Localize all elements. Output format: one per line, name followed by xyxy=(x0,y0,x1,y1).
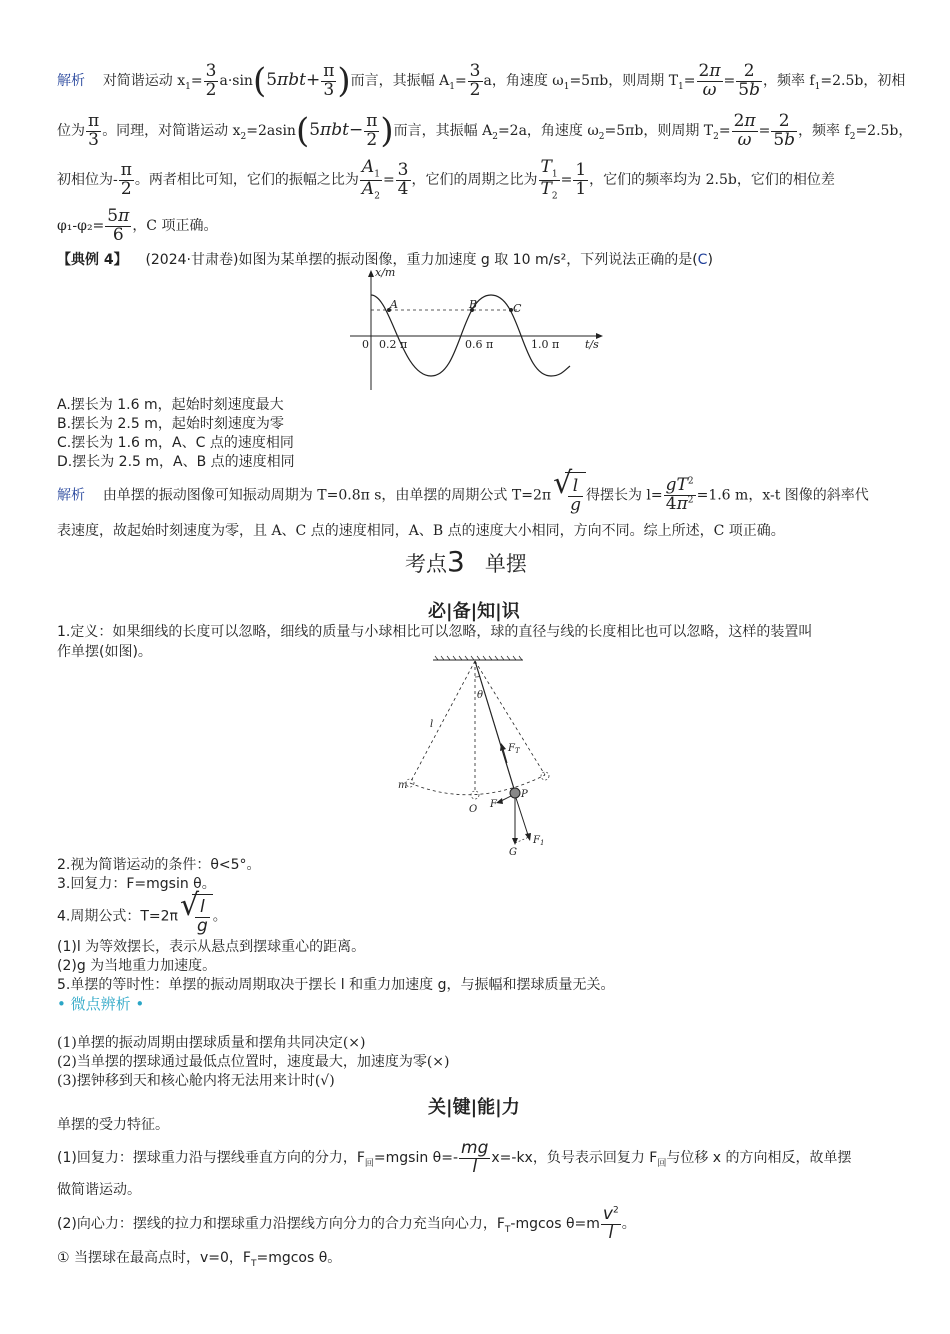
knowledge-title: 必|备|知|识 xyxy=(428,601,520,622)
text: 。两者相比可知，它们的振幅之比为 xyxy=(134,172,359,188)
sub: T xyxy=(504,1224,511,1235)
text: a·sin xyxy=(219,73,253,89)
option-c: C.摆长为 1.6 m，A、C 点的速度相同 xyxy=(57,435,294,451)
tick-label-1.0pi: 1.0 π xyxy=(531,338,560,351)
text: ，C 项正确。 xyxy=(132,218,218,234)
option-a: A.摆长为 1.6 m，起始时刻速度最大 xyxy=(57,397,284,413)
pendulum-diagram xyxy=(395,655,560,855)
example-answer: C xyxy=(697,252,708,268)
text: =2a，角速度 ω xyxy=(497,123,599,139)
analysis2-line-1: 解析 由单摆的振动图像可知振动周期为 T=0.8π s，由单摆的周期公式 T=2π √ $\frac{l}{g}$ 得摆长为 l= $\frac{gT^2}{4\pi^2}$ =1.6 m，x-t 图像的斜率代 xyxy=(57,472,869,518)
micro-analysis-heading: • 微点辨析 • xyxy=(57,995,145,1013)
tick-label-0.6pi: 0.6 π xyxy=(465,338,494,351)
analysis-line-2: 位为 $\frac{\pi}{3}$ 。同理，对简谐运动 $x_2=2asin(5\pi bt-$ $\frac{\pi}{2}$ )而言，其振幅 $A_2=2a$，角速度 $\omega_2=5\pi b$，则周期 $T_2=$ $\frac{2\pi}{\omega}$ = $\frac{2}{5b}$ ，频率 $f_2=2.5b$， xyxy=(57,110,913,151)
analysis-line-3: 初相位为- $\frac{\pi}{2}$ 。两者相比可知，它们的振幅之比为 $\frac{A_1}{A_2}$ = $\frac{3}{4}$ ，它们的周期之比为 $\frac{T_1}{T_2}$ = $\frac{1}{1}$ ，它们的频率均为 2.5b，它们的相位差 xyxy=(57,156,835,201)
text: 。 xyxy=(212,908,227,925)
micro-q3: (3)摆钟移到天和核心舱内将无法用来计时(√) xyxy=(57,1073,335,1089)
item-3: 3.回复力：F=mgsin θ。 xyxy=(57,876,216,892)
text: = xyxy=(560,172,573,188)
origin-label: 0 xyxy=(362,338,369,351)
text: ，频率 f xyxy=(762,73,815,89)
section-number: 3 xyxy=(447,545,465,578)
item-4-2: (2)g 为当地重力加速度。 xyxy=(57,958,217,974)
def-line-2: 作单摆(如图)。 xyxy=(57,644,152,660)
items-block xyxy=(57,856,907,1014)
analysis2-line-2: 表速度，故起始时刻速度为零，且 A、C 点的速度相同，A、B 点的速度大小相同，方向不同。综上所述，C 项正确。 xyxy=(57,523,785,539)
text: 对简谐运动 x xyxy=(102,73,186,89)
point-B: B xyxy=(469,298,478,311)
item-4: 4.周期公式：T=2π √ $\frac{l}{g}$ 。 xyxy=(57,894,907,938)
example-tag: 【典例 4】 xyxy=(57,252,128,268)
text: =5πb，则周期 T xyxy=(604,123,714,139)
text: =mgcos θ。 xyxy=(256,1250,342,1266)
item-2: 2.视为简谐运动的条件：θ<5°。 xyxy=(57,857,261,873)
text: (2)向心力：摆线的拉力和摆球重力沿摆线方向分力的合力充当向心力，F xyxy=(57,1216,505,1232)
def-line-1: 1.定义：如果细线的长度可以忽略，细线的质量与小球相比可以忽略，球的直径与线的长度相比也可以忽略，这样的装置叫 xyxy=(57,624,813,640)
section-title: 单摆 xyxy=(484,552,527,576)
label-F: F xyxy=(490,799,497,810)
text: =2.5b，初相 xyxy=(820,73,906,89)
point-A: A xyxy=(390,298,398,311)
text: 。同理，对简谐运动 x xyxy=(102,123,241,139)
micro-questions xyxy=(57,1034,449,1091)
text: 而言，其振幅 A xyxy=(350,73,450,89)
text: 初相位为- xyxy=(57,172,118,188)
label-G: G xyxy=(509,847,517,855)
text: 得摆长为 l= xyxy=(585,487,663,504)
text: ① 当摆球在最高点时，v=0，F xyxy=(57,1250,251,1266)
text: =mgsin θ=- xyxy=(373,1150,459,1166)
text: 位为 xyxy=(57,123,85,139)
label-F1: $F_1$ xyxy=(533,835,545,847)
ability-p2: (2)向心力：摆线的拉力和摆球重力沿摆线方向分力的合力充当向心力，$F_T$-mgcos θ=m $\frac{v^2}{l}$ 。 xyxy=(57,1203,636,1243)
text: = xyxy=(454,73,467,89)
text: =2asin xyxy=(246,123,296,139)
text: ，它们的周期之比为 xyxy=(411,172,538,188)
ability-title: 关|键|能|力 xyxy=(428,1097,520,1118)
options-list xyxy=(57,396,295,472)
analysis-label: 解析 xyxy=(57,73,85,89)
option-b: B.摆长为 2.5 m，起始时刻速度为零 xyxy=(57,416,284,432)
x-axis-label: t/s xyxy=(585,338,599,351)
section-heading xyxy=(405,545,527,578)
fraction: $\frac{3}{2}$ xyxy=(205,60,217,100)
tick-label-0.2pi: 0.2 π xyxy=(379,338,408,351)
micro-q1: (1)单摆的振动周期由摆球质量和摆角共同决定(×) xyxy=(57,1035,366,1051)
label-O: O xyxy=(469,804,478,815)
sub: T xyxy=(250,1258,257,1269)
text: =1.6 m，x-t 图像的斜率代 xyxy=(696,487,869,504)
option-d: D.摆长为 2.5 m，A、B 点的速度相同 xyxy=(57,454,295,470)
text: 。 xyxy=(621,1216,636,1232)
ability-p3 xyxy=(57,1248,907,1274)
example-stem-text: (2024·甘肃卷)如图为某单摆的振动图像，重力加速度 g 取 10 m/s²，下列说法正确的是( xyxy=(145,252,698,268)
text: (1)回复力：摆球重力沿与摆线垂直方向的分力，F xyxy=(57,1150,365,1166)
analysis-line-1: 解析 对简谐运动 $x_1=$ $\frac{3}{2}$ a·sin(5πbt+ $\frac{\pi}{3}$ )而言，其振幅 $A_1=$ $\frac{3}{2}$ a，角速度 $\omega_1=5\pi b$，则周期 $T_1=$ $\frac{2\pi}{\omega}$ = $\frac{2}{5b}$ ，频率 $f_1=2.5b$，初相 xyxy=(57,60,906,101)
text: ) xyxy=(707,252,713,268)
label-l: l xyxy=(430,719,434,730)
text: ，它们的频率均为 2.5b，它们的相位差 xyxy=(589,172,835,188)
section-prefix: 考点 xyxy=(405,552,447,576)
text: ，频率 f xyxy=(798,123,850,139)
text: =2.5b， xyxy=(855,123,913,139)
text: = xyxy=(718,123,731,139)
ability-p1: (1)回复力：摆球重力沿与摆线垂直方向的分力，$F_回=mgsin$ θ=- $\frac{mg}{l}$ x=-kx，负号表示回复力 $F_回$与位移 x 的方向相反，故单摆 xyxy=(57,1137,852,1177)
text: -mgcos θ=m xyxy=(510,1216,600,1232)
text: x=-kx，负号表示回复力 F xyxy=(491,1150,658,1166)
text: φ₁-φ₂= xyxy=(57,218,105,234)
ability-p1-cont: 做简谐运动。 xyxy=(57,1182,141,1198)
text: 4.周期公式：T=2π xyxy=(57,908,178,925)
analysis-label: 解析 xyxy=(57,487,85,504)
item-5: 5.单摆的等时性：单摆的振动周期取决于摆长 l 和重力加速度 g，与振幅和摆球质量无关。 xyxy=(57,977,615,993)
item-4-1: (1)l 为等效摆长，表示从悬点到摆球重心的距离。 xyxy=(57,939,366,955)
ability-block xyxy=(57,1116,907,1274)
label-FT: $F_T$ xyxy=(508,743,520,755)
text: 由单摆的振动图像可知振动周期为 T=0.8π s，由单摆的周期公式 T=2π xyxy=(102,487,552,504)
label-theta: θ xyxy=(477,690,484,701)
vibration-graph xyxy=(345,266,610,392)
text: =5πb，则周期 T xyxy=(569,73,679,89)
text: a，角速度 ω xyxy=(483,73,564,89)
text: = xyxy=(683,73,696,89)
text: 与位移 x 的方向相反，故单摆 xyxy=(666,1150,852,1166)
text: = xyxy=(190,73,203,89)
ability-intro: 单摆的受力特征。 xyxy=(57,1117,169,1133)
point-C: C xyxy=(513,302,522,315)
label-P: P xyxy=(521,789,528,800)
y-axis-label: x/m xyxy=(375,266,396,279)
label-m: m xyxy=(398,780,408,791)
micro-q2: (2)当单摆的摆球通过最低点位置时，速度最大，加速度为零(×) xyxy=(57,1054,450,1070)
text: 而言，其振幅 A xyxy=(393,123,493,139)
sub: 回 xyxy=(364,1158,374,1169)
analysis-line-4: φ₁-φ₂= $\frac{5\pi}{6}$ ，C 项正确。 xyxy=(57,205,218,245)
text: = xyxy=(382,172,395,188)
